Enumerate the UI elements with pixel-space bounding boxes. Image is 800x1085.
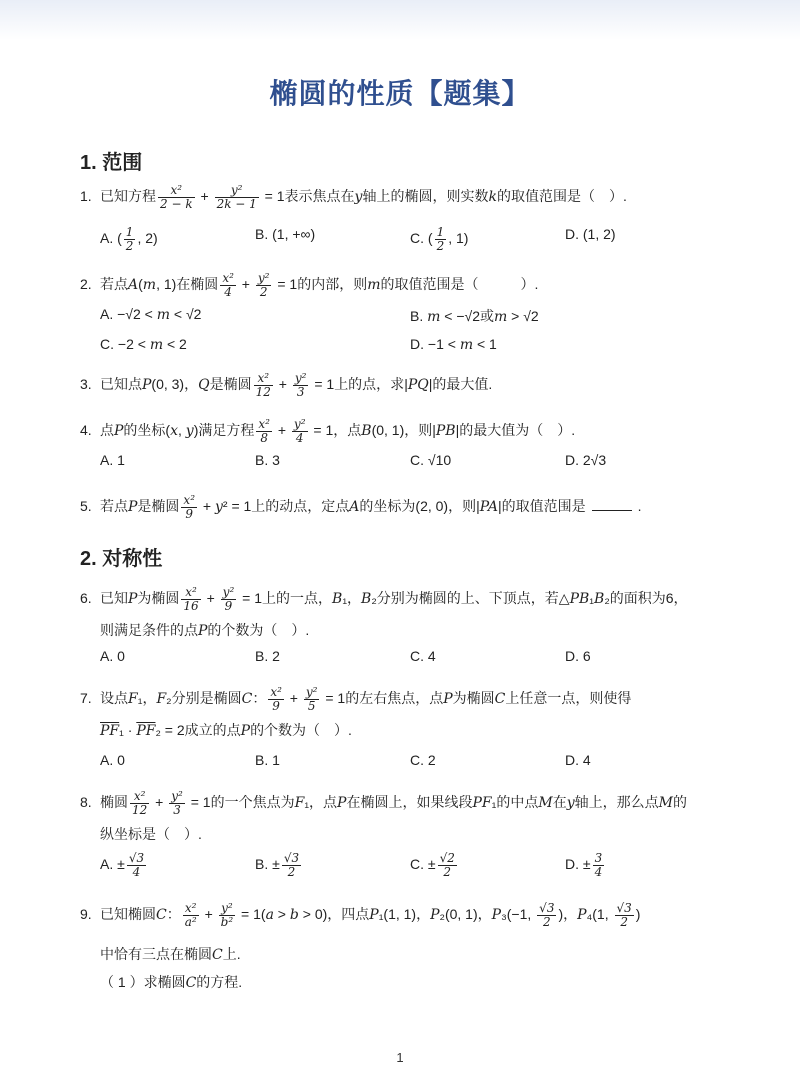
page-number: 1	[396, 1050, 404, 1065]
option-b[interactable]: B. ± $\frac{√3}{2}$	[255, 851, 300, 879]
option-d[interactable]: D. 4	[565, 752, 591, 768]
question-8: 8. 椭圆 $\frac{\text{x²}}{12}$ + $\frac{\text{y²}}{3}$ = 1的一个焦点为F₁，点P在椭圆上，如果线段PF₁的中点M在y轴上，那么点M的	[80, 789, 687, 817]
option-c[interactable]: C. ( $\frac{1}{2}$ , 1)	[410, 225, 469, 253]
option-b[interactable]: B. m < −√2或m > √2	[410, 308, 539, 325]
top-band	[0, 0, 800, 40]
option-a[interactable]: A. 0	[100, 752, 125, 768]
option-d[interactable]: D. 6	[565, 648, 591, 664]
option-d[interactable]: D. ± $\frac{3}{4}$	[565, 851, 603, 879]
question-9-line2: 中恰有三点在椭圆C上.	[100, 946, 241, 963]
question-6-line2: 则满足条件的点P的个数为（ ）.	[100, 622, 310, 639]
option-c[interactable]: C. −2 < m < 2	[100, 336, 187, 353]
option-a[interactable]: A. ± $\frac{√3}{4}$	[100, 851, 145, 879]
option-b[interactable]: B. 3	[255, 452, 280, 468]
option-b[interactable]: B. 1	[255, 752, 280, 768]
question-6: 6. 已知P为椭圆 $\frac{\text{x²}}{16}$ + $\frac{\text{y²}}{9}$ = 1上的一点，B₁，B₂分别为椭圆的上、下顶点，若△PB₁B₂的面积为6，	[80, 585, 688, 613]
option-d[interactable]: D. (1, 2)	[565, 226, 616, 242]
option-a[interactable]: A. 1	[100, 452, 125, 468]
question-5: 5. 若点P是椭圆 $\frac{\text{x²}}{9}$ + y² = 1上的动点，定点A的坐标为(2, 0)，则|PA|的取值范围是 .	[80, 493, 642, 521]
question-3: 3. 已知点P(0, 3)，Q是椭圆 $\frac{\text{x²}}{12}$ + $\frac{\text{y²}}{3}$ = 1上的点，求|PQ|的最大值.	[80, 371, 493, 399]
question-4: 4. 点P的坐标(x, y)满足方程 $\frac{\text{x²}}{8}$ + $\frac{\text{y²}}{4}$ = 1，点B(0, 1)，则|PB|的最大值为（ ）.	[80, 417, 576, 445]
option-d[interactable]: D. 2√3	[565, 452, 607, 468]
option-c[interactable]: C. √10	[410, 452, 452, 468]
option-a[interactable]: A. ( $\frac{1}{2}$ , 2)	[100, 225, 158, 253]
question-9: 9. 已知椭圆C： $\frac{\text{x²}}{\text{a²}}$ + $\frac{\text{y²}}{\text{b²}}$ = 1(a > b > 0)，四点P₁(1, 1)，P₂(0, 1)，P₃(−1, $\frac{√3}{2}$ )，P₄(1, $\frac{√3}{2}$ )	[80, 901, 641, 929]
option-a[interactable]: A. −√2 < m < √2	[100, 306, 202, 323]
answer-blank[interactable]	[592, 510, 632, 511]
option-b[interactable]: B. 2	[255, 648, 280, 664]
question-8-line2: 纵坐标是（ ）.	[100, 826, 202, 842]
page-title: 椭圆的性质【题集】	[269, 78, 531, 109]
option-c[interactable]: C. 4	[410, 648, 436, 664]
option-b[interactable]: B. (1, +∞)	[255, 226, 316, 242]
question-2: 2. 若点A(m, 1)在椭圆 $\frac{\text{x²}}{4}$ + $\frac{\text{y²}}{2}$ = 1的内部，则m的取值范围是（ ）.	[80, 271, 539, 299]
question-7-line2: $\overline{PF}_1 \cdot \overline{PF}_2 = 2$成立的点P的个数为（ ）.	[100, 722, 352, 739]
question-9-part1: （ 1 ）求椭圆C的方程.	[100, 974, 243, 991]
section-heading-2: 2. 对称性	[80, 548, 163, 570]
question-1: 1. 已知方程 $\frac{\text{x²}}{2 - k}$ + $\frac{\text{y²}}{2k - 1}$ = 1表示焦点在y轴上的椭圆，则实数k的取值范围是（ ）.	[80, 183, 627, 211]
option-c[interactable]: C. ± $\frac{√2}{2}$	[410, 851, 455, 879]
option-c[interactable]: C. 2	[410, 752, 436, 768]
section-heading-1: 1. 范围	[80, 152, 143, 174]
question-7: 7. 设点F₁，F₂分别是椭圆C： $\frac{\text{x²}}{9}$ + $\frac{\text{y²}}{5}$ = 1的左右焦点，点P为椭圆C上任意一点，则使得	[80, 685, 632, 713]
option-d[interactable]: D. −1 < m < 1	[410, 336, 497, 353]
option-a[interactable]: A. 0	[100, 648, 125, 664]
